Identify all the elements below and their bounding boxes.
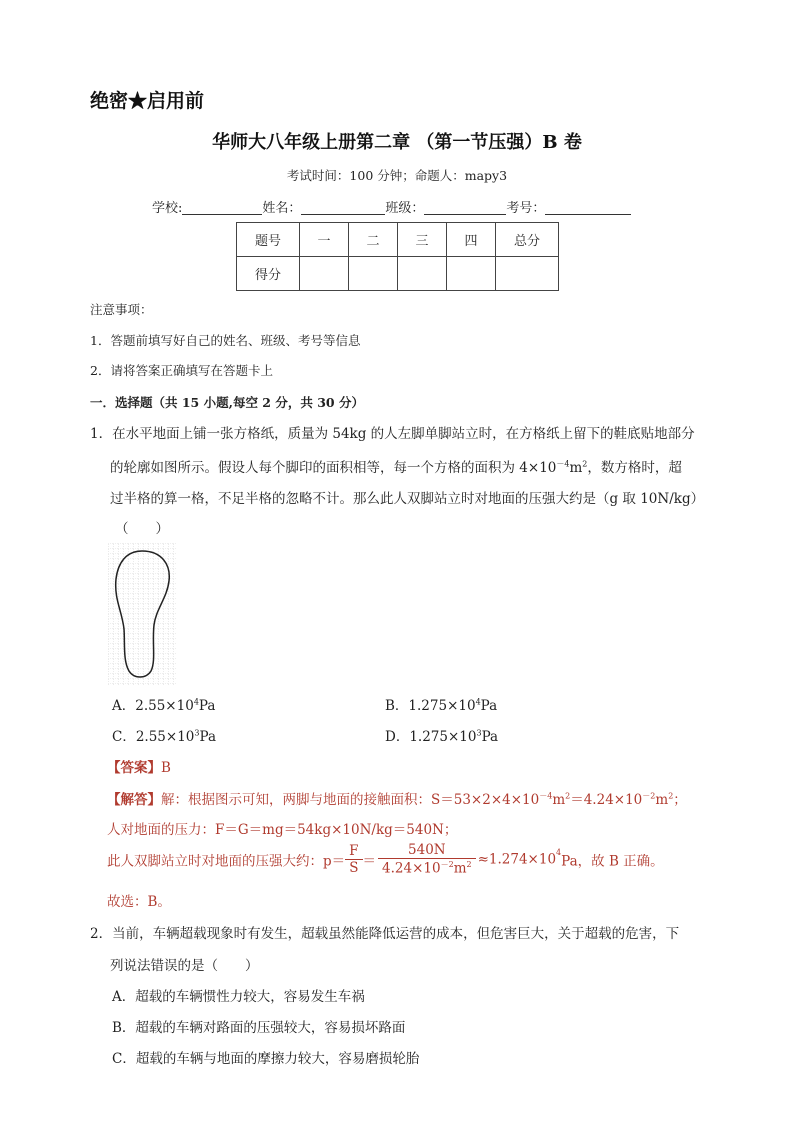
- question-1-line: 过半格的算一格，不足半格的忽略不计。那么此人双脚站立时对地面的压强大约是（g 取 10N/kg）: [110, 491, 705, 507]
- score-input-cell[interactable]: [398, 257, 447, 291]
- confidential-label: 绝密★启用前: [90, 90, 205, 112]
- option-b[interactable]: B．$1.275\times 10^4Pa$: [385, 697, 498, 714]
- option-b[interactable]: B．超载的车辆对路面的压强较大，容易损坏路面: [112, 1020, 406, 1036]
- score-input-cell[interactable]: [447, 257, 496, 291]
- score-cell: 题号: [237, 223, 300, 257]
- answer-label: 【答案】: [107, 760, 161, 776]
- option-c[interactable]: C．$2.55\times 10^3Pa$: [112, 728, 217, 745]
- question-2-line: 2．当前，车辆超载现象时有发生，超载虽然能降低运营的成本，但危害巨大，关于超载的危害，下: [90, 926, 680, 942]
- fraction-value: $\frac{540N}{4.24\times 10^{-2}m^2}$: [378, 842, 476, 877]
- exam-subtitle: 考试时间：100 分钟；命题人：mapy3: [286, 168, 508, 183]
- section-title: 一．选择题（共 15 小题,每空 2 分，共 30 分）: [90, 395, 364, 410]
- note-item: 1．答题前填写好自己的姓名、班级、考号等信息: [90, 333, 361, 348]
- notes-title: 注意事项：: [90, 302, 153, 317]
- page-title: 华师大八年级上册第二章 （第一节压强）B 卷: [212, 132, 582, 153]
- name-blank[interactable]: [301, 200, 385, 215]
- score-input-cell[interactable]: [300, 257, 349, 291]
- score-cell: 一: [300, 223, 349, 257]
- answer-paren: （ ）: [115, 521, 169, 537]
- score-input-cell[interactable]: [496, 257, 559, 291]
- question-2-line: 列说法错误的是（ ）: [110, 958, 259, 974]
- school-label: 学校:: [152, 201, 183, 216]
- class-label: 班级：: [385, 201, 425, 216]
- fraction-f-over-s: $\frac{F}{S}$: [345, 843, 362, 876]
- answer-line: [107, 756, 171, 776]
- score-header-row: [237, 223, 559, 257]
- option-c[interactable]: C．超载的车辆与地面的摩擦力较大，容易磨损轮胎: [112, 1051, 420, 1067]
- answer-value: B: [161, 760, 171, 776]
- class-blank[interactable]: [424, 200, 506, 215]
- school-blank[interactable]: [182, 200, 262, 215]
- option-d[interactable]: D．$1.275\times 10^3Pa$: [385, 728, 499, 745]
- analysis-label: 【解答】: [107, 792, 161, 808]
- option-a[interactable]: A．超载的车辆惯性力较大，容易发生车祸: [112, 989, 365, 1005]
- conclusion-line: 故选：B。: [107, 894, 171, 910]
- score-cell: 三: [398, 223, 447, 257]
- analysis-formula-line: 此人双脚站立时对地面的压强大约：p＝ $\frac{F}{S}$ ＝ $\frac{540N}{4.24\times 10^{-2}m^2}$ $\approx 1.274\times 10^4Pa$，故 B 正确。: [107, 842, 664, 877]
- student-info-row: [152, 197, 631, 216]
- score-cell: 得分: [237, 257, 300, 291]
- question-1-line: 的轮廓如图所示。假设人每个脚印的面积相等，每一个方格的面积为 $4\times 10^{-4}m^2$，数方格时，超: [110, 459, 682, 476]
- footprint-grid-figure: [108, 543, 176, 685]
- number-label: 考号：: [506, 201, 546, 216]
- note-item: 2．请将答案正确填写在答题卡上: [90, 363, 273, 378]
- score-value-row: [237, 257, 559, 291]
- score-table: [236, 222, 559, 291]
- number-blank[interactable]: [545, 200, 631, 215]
- score-cell: 总分: [496, 223, 559, 257]
- analysis-line: 人对地面的压力：F＝G＝mg＝54kg×10N/kg＝540N；: [107, 822, 458, 838]
- score-cell: 四: [447, 223, 496, 257]
- score-cell: 二: [349, 223, 398, 257]
- name-label: 姓名：: [262, 201, 302, 216]
- question-1-line: 1．在水平地面上铺一张方格纸，质量为 54kg 的人左脚单脚站立时，在方格纸上留下的鞋底贴地部分: [90, 426, 695, 442]
- option-a[interactable]: A．$2.55\times 10^4Pa$: [112, 697, 216, 714]
- analysis-line: 【解答】解：根据图示可知，两脚与地面的接触面积：$S=53\times 2\times 4\times 10^{-4}m^2=4.24\times 10^{-2}m^2$；: [107, 791, 687, 808]
- score-input-cell[interactable]: [349, 257, 398, 291]
